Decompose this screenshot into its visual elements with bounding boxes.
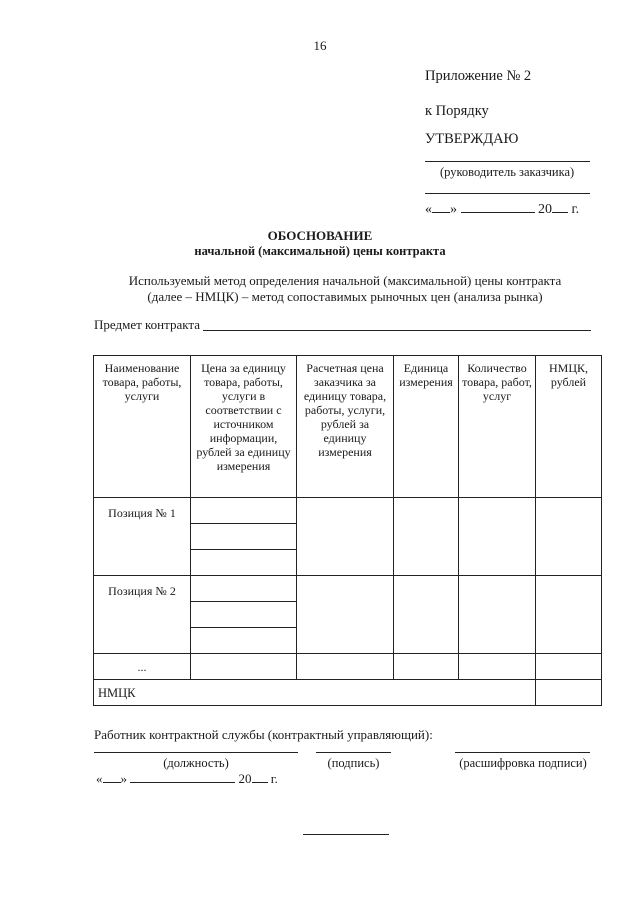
position-line — [94, 752, 298, 753]
worker-date — [96, 771, 278, 787]
table-row — [94, 654, 602, 680]
table-cell — [394, 654, 459, 680]
table-cell — [394, 576, 459, 654]
table-cell — [297, 576, 394, 654]
header-customer-price: Расчетная цена заказчика за единицу товара, работы, услуги, рублей за единицу измерения — [297, 356, 394, 498]
approval-date-year-suffix: г. — [571, 202, 580, 217]
table-cell — [297, 498, 394, 576]
worker-year-blank — [252, 771, 268, 783]
table-total-row — [94, 680, 602, 706]
bottom-rule — [303, 834, 389, 835]
table-cell — [297, 654, 394, 680]
header-name: Наименование товара, работы, услуги — [94, 356, 191, 498]
header-quantity: Количество товара, работ, услуг — [459, 356, 536, 498]
approval-day-blank — [432, 200, 450, 213]
approval-date — [425, 200, 579, 218]
subject-line — [203, 330, 591, 331]
worker-day-blank — [103, 771, 121, 783]
table-cell — [459, 498, 536, 576]
approval-year-blank — [552, 200, 568, 213]
appendix-approve: УТВЕРЖДАЮ — [425, 131, 519, 147]
worker-date-open-quote: « — [96, 771, 103, 786]
position-1-label: Позиция № 1 — [94, 498, 191, 576]
table-header-row — [94, 356, 602, 498]
appendix-title: Приложение № 2 — [425, 68, 532, 84]
table-cell — [191, 498, 297, 524]
decode-line — [455, 752, 590, 753]
header-unit: Единица измерения — [394, 356, 459, 498]
sign-line — [316, 752, 391, 753]
approval-date-close-quote: » — [450, 202, 457, 217]
table-cell — [191, 550, 297, 576]
table-cell — [536, 498, 602, 576]
sign-caption: (подпись) — [327, 756, 380, 770]
table-row — [94, 498, 602, 524]
document-subtitle: начальной (максимальной) цены контракта — [194, 244, 446, 258]
table-cell — [536, 654, 602, 680]
table-cell — [191, 576, 297, 602]
position-2-label: Позиция № 2 — [94, 576, 191, 654]
table-cell — [459, 576, 536, 654]
table-cell — [459, 654, 536, 680]
subject-label: Предмет контракта — [94, 317, 201, 332]
table-cell — [536, 576, 602, 654]
table-cell — [191, 654, 297, 680]
appendix-to-order: к Порядку — [425, 103, 489, 119]
table-cell — [191, 628, 297, 654]
method-line-2: (далее – НМЦК) – метод сопоставимых рыночных цен (анализа рынка) — [147, 289, 543, 304]
method-line-1: Используемый метод определения начальной (максимальной) цены контракта — [128, 273, 562, 288]
head-name-line — [425, 193, 590, 194]
total-label: НМЦК — [94, 680, 536, 706]
worker-date-year: 20 — [238, 771, 252, 786]
worker-label: Работник контрактной службы (контрактный управляющий): — [94, 727, 433, 742]
decode-caption: (расшифровка подписи) — [459, 756, 587, 770]
head-signature-line — [425, 161, 590, 162]
document-title: ОБОСНОВАНИЕ — [267, 228, 373, 243]
worker-month-blank — [130, 771, 235, 783]
ellipsis-label: ... — [94, 654, 191, 680]
table-cell — [394, 498, 459, 576]
table-cell — [191, 602, 297, 628]
worker-date-year-suffix: г. — [270, 771, 278, 786]
worker-date-close-quote: » — [120, 771, 127, 786]
table-cell — [536, 680, 602, 706]
table-cell — [191, 524, 297, 550]
price-justification-table — [93, 355, 602, 706]
approval-date-open-quote: « — [425, 202, 432, 217]
approval-date-year: 20 — [538, 202, 552, 217]
approval-month-blank — [461, 200, 535, 213]
head-caption: (руководитель заказчика) — [440, 165, 575, 179]
header-nmck: НМЦК, рублей — [536, 356, 602, 498]
page-number: 16 — [313, 38, 327, 53]
position-caption: (должность) — [163, 756, 229, 770]
table-row — [94, 576, 602, 602]
header-unit-price-source: Цена за единицу товара, работы, услуги в соответствии с источником информации, рублей за единицу измерения — [191, 356, 297, 498]
